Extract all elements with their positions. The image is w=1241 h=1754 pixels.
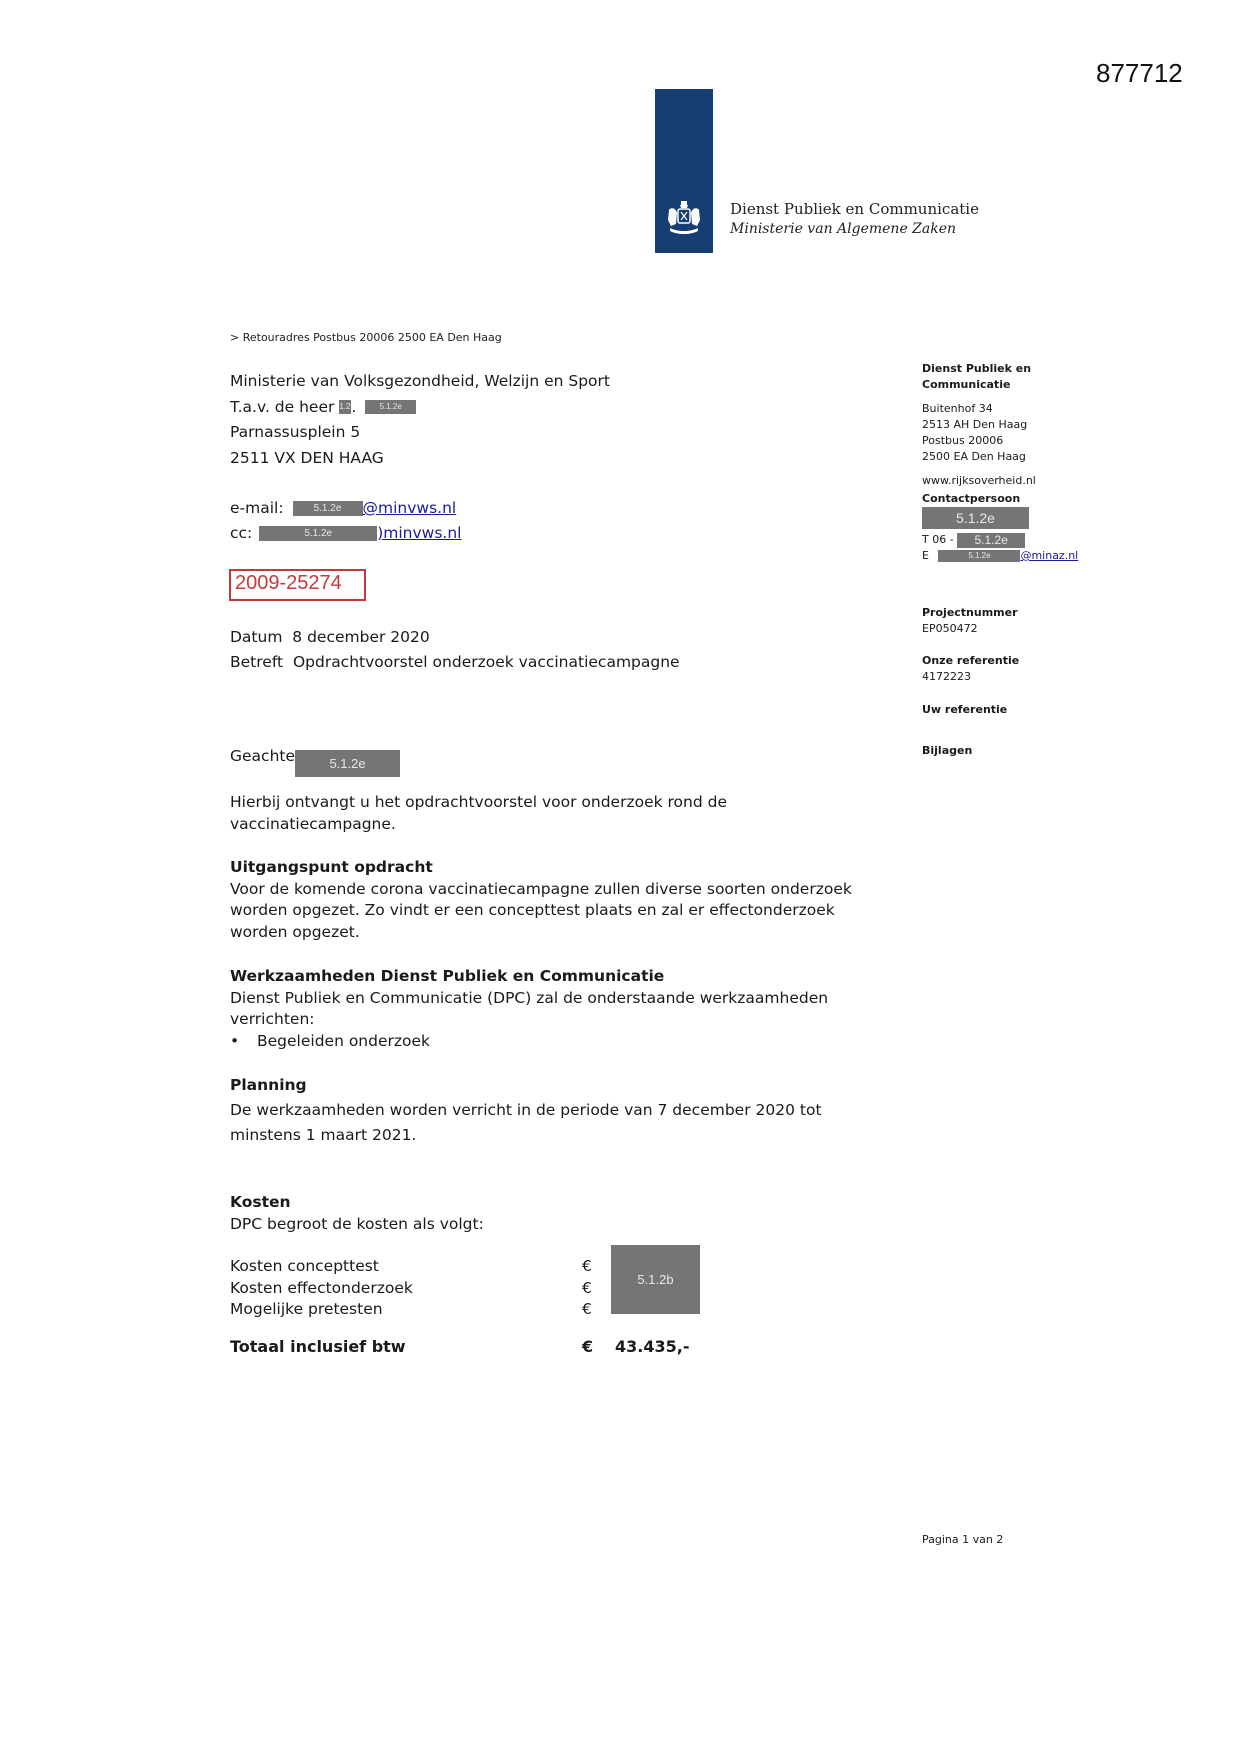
redaction-box: 5.1.2e bbox=[922, 507, 1029, 529]
cost-row: Kosten effectonderzoek bbox=[230, 1278, 413, 1297]
redaction-box: 5.1.2e bbox=[259, 526, 377, 541]
section-uitgangspunt: Uitgangspunt opdracht Voor de komende corona vaccinatiecampagne zullen diverse soorten onderzoek worden opgezet. Zo vindt er een concepttest plaats en zal er effectonderzoek worden opgezet. bbox=[230, 858, 852, 941]
redaction-box: 5.1.2e bbox=[938, 550, 1020, 562]
salutation: Geachte 5.1.2e bbox=[230, 746, 400, 777]
cc-email-link[interactable]: )minvws.nl bbox=[377, 524, 462, 542]
sidebar-org-line1: Dienst Publiek en bbox=[922, 362, 1032, 375]
redaction-box: 1.2. bbox=[339, 400, 351, 414]
bullet-item: • Begeleiden onderzoek bbox=[230, 1031, 828, 1053]
subject-label: Betreft bbox=[230, 653, 284, 671]
section-planning: Planning De werkzaamheden worden verricht in de periode van 7 december 2020 tot minstens 1 maart 2021. bbox=[230, 1073, 822, 1148]
contact-label: Contactpersoon bbox=[922, 492, 1021, 505]
recipient-cc-line: cc: 5.1.2e )minvws.nl bbox=[230, 524, 462, 542]
contact-phone: T 06 - 5.1.2e bbox=[922, 532, 1078, 548]
date-label: Datum bbox=[230, 628, 283, 646]
sidebar-attachments: Bijlagen bbox=[922, 744, 973, 757]
contact-email-link[interactable]: @minaz.nl bbox=[1020, 549, 1079, 562]
section-heading: Planning bbox=[230, 1076, 307, 1094]
logo-line1: Dienst Publiek en Communicatie bbox=[730, 200, 979, 218]
sidebar: Dienst Publiek en Communicatie Buitenhof 34 2513 AH Den Haag Postbus 20006 2500 EA Den Haag www.rijksoverheid.nl Contactpersoon 5.1.2e T 06 - 5.1.2e E 5.1.2e @minaz.nl bbox=[922, 362, 1079, 562]
section-werkzaamheden: Werkzaamheden Dienst Publiek en Communicatie Dienst Publiek en Communicatie (DPC) zal de onderstaande werkzaamheden verrichten: • Begeleiden onderzoek bbox=[230, 966, 828, 1052]
recipient-email-line: e-mail: 5.1.2e @minvws.nl bbox=[230, 499, 457, 517]
cost-table bbox=[230, 1256, 413, 1321]
cost-row: Kosten concepttest bbox=[230, 1257, 379, 1275]
sidebar-project: Projectnummer EP050472 bbox=[922, 606, 1018, 635]
section-heading: Uitgangspunt opdracht bbox=[230, 858, 433, 876]
redaction-box: 5.1.2e bbox=[293, 501, 363, 516]
date-line bbox=[230, 627, 430, 649]
total-value: 43.435,- bbox=[615, 1337, 690, 1356]
subject-line bbox=[230, 652, 680, 674]
intro-paragraph: Hierbij ontvangt u het opdrachtvoorstel voor onderzoek rond de vaccinatiecampagne. bbox=[230, 793, 728, 833]
bullet-icon: • bbox=[230, 1031, 240, 1050]
recipient-postal-city: 2511 VX DEN HAAG bbox=[230, 448, 384, 467]
contact-email: E 5.1.2e @minaz.nl bbox=[922, 549, 1079, 562]
date-value: 8 december 2020 bbox=[292, 628, 430, 646]
cost-currency-column: € € € bbox=[582, 1257, 592, 1318]
reference-stamp: 2009-25274 bbox=[229, 569, 366, 601]
redaction-box: 5.1.2e bbox=[295, 750, 400, 777]
logo-line2: Ministerie van Algemene Zaken bbox=[730, 221, 957, 237]
coat-of-arms-icon bbox=[666, 200, 702, 238]
return-address: > Retouradres Postbus 20006 2500 EA Den Haag bbox=[230, 331, 502, 344]
recipient-address bbox=[230, 369, 610, 471]
sidebar-your-reference: Uw referentie bbox=[922, 703, 1008, 716]
document-number: 877712 bbox=[1096, 58, 1183, 88]
subject-value: Opdrachtvoorstel onderzoek vaccinatiecampagne bbox=[292, 653, 680, 671]
section-kosten: Kosten DPC begroot de kosten als volgt: bbox=[230, 1193, 484, 1233]
recipient-attention: T.a.v. de heer 1.2.. 5.1.2e bbox=[230, 395, 610, 421]
redaction-box: 5.1.2e bbox=[365, 400, 416, 414]
sidebar-org-line2: Communicatie bbox=[922, 378, 1011, 391]
email-link[interactable]: @minvws.nl bbox=[362, 499, 457, 517]
total-currency: € bbox=[582, 1337, 594, 1356]
sidebar-our-reference: Onze referentie 4172223 bbox=[922, 654, 1020, 683]
website-link[interactable]: www.rijksoverheid.nl bbox=[922, 474, 1036, 487]
page-number: Pagina 1 van 2 bbox=[922, 1533, 1004, 1546]
recipient-street: Parnassusplein 5 bbox=[230, 423, 361, 441]
recipient-organization: Ministerie van Volksgezondheid, Welzijn en Sport bbox=[230, 372, 610, 390]
redaction-box: 5.1.2e bbox=[957, 533, 1025, 548]
cost-row: Mogelijke pretesten bbox=[230, 1300, 383, 1318]
redaction-box: 5.1.2b bbox=[611, 1245, 700, 1314]
total-label: Totaal inclusief btw bbox=[230, 1337, 406, 1356]
section-heading: Kosten bbox=[230, 1193, 291, 1211]
section-heading: Werkzaamheden Dienst Publiek en Communicatie bbox=[230, 967, 665, 985]
